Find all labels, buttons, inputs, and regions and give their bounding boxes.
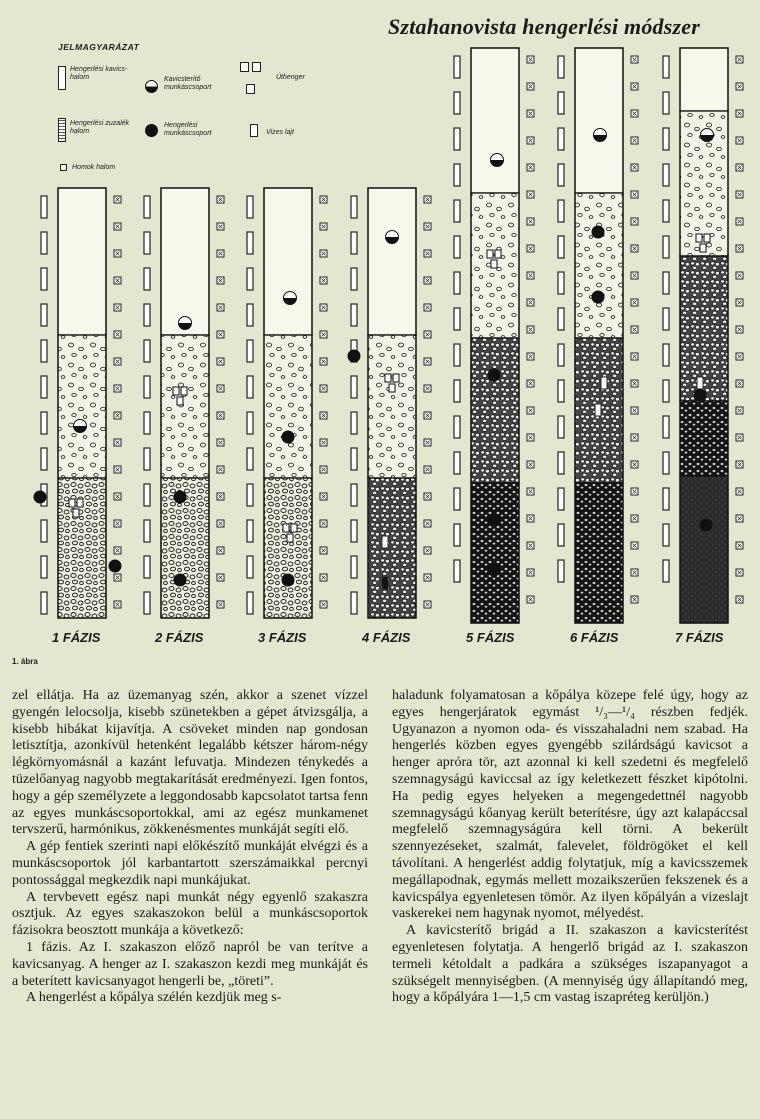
- road-segment: [264, 478, 312, 618]
- phase-label-3: 3 FÁZIS: [258, 630, 307, 645]
- gravel-pile-icon: [558, 560, 564, 582]
- gravel-pile-icon: [144, 304, 150, 326]
- road-segment: [680, 401, 728, 476]
- gravel-pile-icon: [144, 340, 150, 362]
- gravel-pile-icon: [351, 268, 357, 290]
- gravel-pile-icon: [41, 232, 47, 254]
- gravel-pile-icon: [663, 92, 669, 114]
- legend-label-kavicsterito: Kavicsterítő munkáscsoport: [164, 76, 212, 91]
- road-segment: [161, 335, 209, 478]
- gravel-pile-icon: [663, 416, 669, 438]
- gravel-pile-icon: [663, 344, 669, 366]
- gravel-pile-icon: [663, 452, 669, 474]
- paragraph: zel ellátja. Ha az üzemanyag szén, akkor a szenet vízzel gyengén lelocsolja, kisebb szünetekben a gépet átvizsgálja, a kisebb hibákat kijavítja. A csöveket minden nap gondosan letisztítja, azonkívül hetenként legalább kétszer három-négy légkörnyomásnál a kazánt lefuvatja. Mindezen ténykedés a tüzelőanyag nagyobb megtakarítását eredményezi. Igen fontos, hogy a gép személyzete a leggondosabb kapcsolatot tartsa fenn az egyes munkáscsoportokkal, ami az egész munkamenet tervszerű, harmónikus, zökkenésmentes munkáját segíti elő.: [12, 688, 368, 838]
- gravel-pile-icon: [558, 164, 564, 186]
- roller-crew-icon: [488, 369, 501, 382]
- gravel-pile-icon: [144, 376, 150, 398]
- roller-icon: [487, 250, 493, 258]
- gravel-pile-icon: [351, 484, 357, 506]
- legend-label-kavics: Hengerlési kavics-halom: [70, 66, 128, 81]
- road-segment: [471, 48, 519, 193]
- roller-crew-icon: [700, 519, 713, 532]
- gravel-pile-icon: [663, 524, 669, 546]
- paragraph: A kavicsterítő brigád a II. szakaszon a kavicsterítést egyenletesen folytatja. A hengerlő brigád az I. szakaszon termeli kétoldalt a padkára a szükséges iszapanyagot a szükségelt mennyiségben. (A mennyiség úgy állapítandó meg, hogy a kőpályára 1—1,5 cm vastag iszapréteg kerüljön.): [392, 923, 748, 1006]
- roller-icon: [700, 244, 706, 252]
- roller-crew-icon: [488, 564, 501, 577]
- gravel-pile-icon: [454, 380, 460, 402]
- paragraph: haladunk folyamatosan a kőpálya közepe felé úgy, hogy az egyes hengerjáratok egymást ¹/₃—¹/₄ részben fedjék. Ugyanazon a nyomon oda- és visszahaladni nem szabad. Ha hengerlés közben egyes gyengébb szilárdságú kavicsot a henger apróra tör, azt azonnal ki kell szedetni és megfelelő szemnagyságú kaviccsal az így keletkezett fészket kipótolni. Ha pedig egyes helyeken a megengedettnél nagyobb szemnagyságú kőanyag került beterítésre, úgy azt kalapáccsal megfelelő szemnagyságúra kell törni. A bekerült szennyezéseket, szalmát, falevelet, földrögöket el kell távolítani. A hengerlést addig folytatjuk, míg a kavicsszemek megállapodnak, egymás mellett mozaikszerűen fekszenek és a kavicspálya egyenletesen tömör. Az ilyen kőpályán a vizeslajt vaskerekei nem hagynak nyomot, mélyedést.: [392, 688, 748, 922]
- paragraph: A tervbevett egész napi munkát négy egyenlő szakaszra osztjuk. Az egyes szakaszokon belül a munkáscsoportok fázisokra beosztott munkája a következő:: [12, 889, 368, 939]
- roller-icon: [385, 374, 391, 382]
- road-segment: [471, 483, 519, 623]
- gravel-pile-icon: [247, 304, 253, 326]
- legend-label-homok: Homok halom: [72, 164, 116, 171]
- roller-crew-icon: [282, 574, 295, 587]
- gravel-pile-icon: [454, 92, 460, 114]
- gravel-pile-icon: [454, 272, 460, 294]
- roller-icon: [393, 374, 399, 382]
- gravel-pile-icon: [351, 376, 357, 398]
- water-cart-icon: [601, 377, 607, 389]
- road-segment: [680, 256, 728, 401]
- text-column-left: [12, 688, 368, 1007]
- roller-icon: [283, 524, 289, 532]
- gravel-pile-icon: [454, 56, 460, 78]
- gravel-pile-icon: [144, 232, 150, 254]
- gravel-pile-icon: [454, 308, 460, 330]
- gravel-pile-icon: [247, 592, 253, 614]
- gravel-pile-icon: [41, 340, 47, 362]
- water-cart-icon: [595, 404, 601, 416]
- paragraph: A hengerlést a kőpálya szélén kezdjük meg s-: [26, 990, 282, 1006]
- gravel-pile-icon: [558, 236, 564, 258]
- gravel-pile-icon: [144, 412, 150, 434]
- legend-label-uthenger: Úthenger: [276, 74, 305, 81]
- gravel-pile-icon: [663, 272, 669, 294]
- gravel-pile-icon: [144, 520, 150, 542]
- gravel-pile-icon: [41, 520, 47, 542]
- paragraph: A gép fentiek szerinti napi előkészítő munkáját elvégzi és a munkáscsoportok jól karbantartott szerszámaikkal percnyi pontossággal megkezdik napi munkájukat.: [12, 839, 368, 888]
- gravel-pile-icon: [454, 488, 460, 510]
- roller-crew-icon: [592, 291, 605, 304]
- legend-label-zuzalek: Hengerlési zuzalék halom: [70, 120, 130, 135]
- roller-icon: [177, 397, 183, 405]
- gravel-pile-icon: [41, 448, 47, 470]
- roller-icon: [69, 499, 75, 507]
- gravel-pile-icon: [144, 484, 150, 506]
- gravel-pile-icon: [663, 236, 669, 258]
- gravel-pile-icon: [663, 308, 669, 330]
- water-cart-icon: [697, 377, 703, 389]
- roller-crew-icon: [174, 491, 187, 504]
- gravel-pile-icon: [558, 416, 564, 438]
- gravel-pile-icon: [351, 520, 357, 542]
- roller-icon: [181, 387, 187, 395]
- gravel-pile-icon: [454, 524, 460, 546]
- gravel-pile-icon: [454, 200, 460, 222]
- roller-icon: [73, 509, 79, 517]
- gravel-pile-icon: [41, 376, 47, 398]
- gravel-pile-icon: [41, 268, 47, 290]
- gravel-pile-icon: [558, 308, 564, 330]
- roller-icon: [287, 534, 293, 542]
- gravel-pile-icon: [144, 556, 150, 578]
- gravel-pile-icon: [247, 340, 253, 362]
- water-cart-icon: [382, 536, 388, 548]
- gravel-pile-icon: [41, 556, 47, 578]
- gravel-pile-icon: [558, 524, 564, 546]
- gravel-pile-icon: [558, 488, 564, 510]
- road-segment: [471, 338, 519, 483]
- roller-crew-icon: [174, 574, 187, 587]
- gravel-pile-icon: [454, 344, 460, 366]
- road-segment: [680, 476, 728, 623]
- gravel-pile-icon: [558, 380, 564, 402]
- gravel-pile-icon: [663, 128, 669, 150]
- gravel-pile-icon: [558, 92, 564, 114]
- gravel-pile-icon: [247, 520, 253, 542]
- gravel-pile-icon: [247, 484, 253, 506]
- road-segment: [575, 193, 623, 338]
- gravel-pile-icon: [351, 196, 357, 218]
- gravel-pile-icon: [663, 164, 669, 186]
- phase-label-2: 2 FÁZIS: [155, 630, 204, 645]
- gravel-pile-icon: [558, 200, 564, 222]
- gravel-pile-icon: [247, 232, 253, 254]
- road-segment: [161, 188, 209, 335]
- legend-label-hengerlo: Hengerlési munkáscsoport: [164, 122, 212, 137]
- phase-label-1: 1 FÁZIS: [52, 630, 101, 645]
- gravel-pile-icon: [41, 592, 47, 614]
- gravel-pile-icon: [663, 380, 669, 402]
- gravel-pile-icon: [351, 232, 357, 254]
- gravel-pile-icon: [351, 448, 357, 470]
- text-column-right: [392, 688, 748, 1007]
- roller-icon: [491, 260, 497, 268]
- gravel-pile-icon: [663, 56, 669, 78]
- gravel-pile-icon: [558, 272, 564, 294]
- road-segment: [575, 483, 623, 623]
- gravel-pile-icon: [351, 592, 357, 614]
- gravel-pile-icon: [247, 376, 253, 398]
- gravel-pile-icon: [144, 268, 150, 290]
- roller-icon: [173, 387, 179, 395]
- gravel-pile-icon: [351, 304, 357, 326]
- phase-label-6: 6 FÁZIS: [570, 630, 619, 645]
- gravel-pile-icon: [144, 196, 150, 218]
- roller-crew-icon: [694, 389, 707, 402]
- road-segment: [368, 335, 416, 478]
- roller-icon: [77, 499, 83, 507]
- roller-icon: [704, 234, 710, 242]
- page-title: Sztahanovista hengerlési módszer: [388, 14, 701, 39]
- gravel-pile-icon: [247, 556, 253, 578]
- phase-label-5: 5 FÁZIS: [466, 630, 515, 645]
- gravel-pile-icon: [41, 196, 47, 218]
- road-segment: [264, 188, 312, 335]
- legend-heading: JELMAGYARÁZAT: [58, 42, 140, 52]
- gravel-pile-icon: [247, 448, 253, 470]
- gravel-pile-icon: [144, 592, 150, 614]
- gravel-pile-icon: [454, 452, 460, 474]
- road-segment: [680, 48, 728, 111]
- gravel-pile-icon: [41, 412, 47, 434]
- gravel-pile-icon: [247, 268, 253, 290]
- gravel-pile-icon: [454, 164, 460, 186]
- roller-crew-icon: [348, 350, 361, 363]
- gravel-pile-icon: [663, 560, 669, 582]
- gravel-pile-icon: [144, 448, 150, 470]
- phase-label-4: 4 FÁZIS: [362, 630, 411, 645]
- roller-crew-icon: [592, 226, 605, 239]
- water-cart-icon: [382, 577, 388, 589]
- paragraph: 1 fázis. Az I. szakaszon előző napról be van terítve a kavicsanyag. A henger az I. szakaszon kezdi meg munkáját és a beterített kavicsanyagot hengerli be, „töreti”.: [12, 939, 368, 989]
- road-segment: [368, 478, 416, 618]
- roller-crew-icon: [488, 514, 501, 527]
- gravel-pile-icon: [351, 556, 357, 578]
- gravel-pile-icon: [454, 128, 460, 150]
- roller-crew-icon: [282, 431, 295, 444]
- gravel-pile-icon: [558, 128, 564, 150]
- gravel-pile-icon: [663, 488, 669, 510]
- roller-icon: [696, 234, 702, 242]
- gravel-pile-icon: [663, 200, 669, 222]
- gravel-pile-icon: [558, 344, 564, 366]
- gravel-pile-icon: [558, 452, 564, 474]
- gravel-pile-icon: [247, 196, 253, 218]
- gravel-pile-icon: [454, 416, 460, 438]
- figure-caption: 1. ábra: [12, 657, 38, 666]
- road-segment: [264, 335, 312, 478]
- gravel-pile-icon: [558, 56, 564, 78]
- roller-icon: [291, 524, 297, 532]
- gravel-pile-icon: [454, 236, 460, 258]
- gravel-pile-icon: [454, 560, 460, 582]
- roller-icon: [389, 384, 395, 392]
- phase-label-7: 7 FÁZIS: [675, 630, 724, 645]
- road-segment: [58, 188, 106, 335]
- road-segment: [368, 188, 416, 335]
- road-segment: [58, 335, 106, 478]
- legend-label-vizes: Vizes lajt: [266, 129, 294, 136]
- gravel-pile-icon: [247, 412, 253, 434]
- roller-icon: [495, 250, 501, 258]
- gravel-pile-icon: [351, 412, 357, 434]
- roller-crew-icon: [109, 560, 122, 573]
- roller-crew-icon: [34, 491, 47, 504]
- gravel-pile-icon: [41, 304, 47, 326]
- road-segment: [575, 48, 623, 193]
